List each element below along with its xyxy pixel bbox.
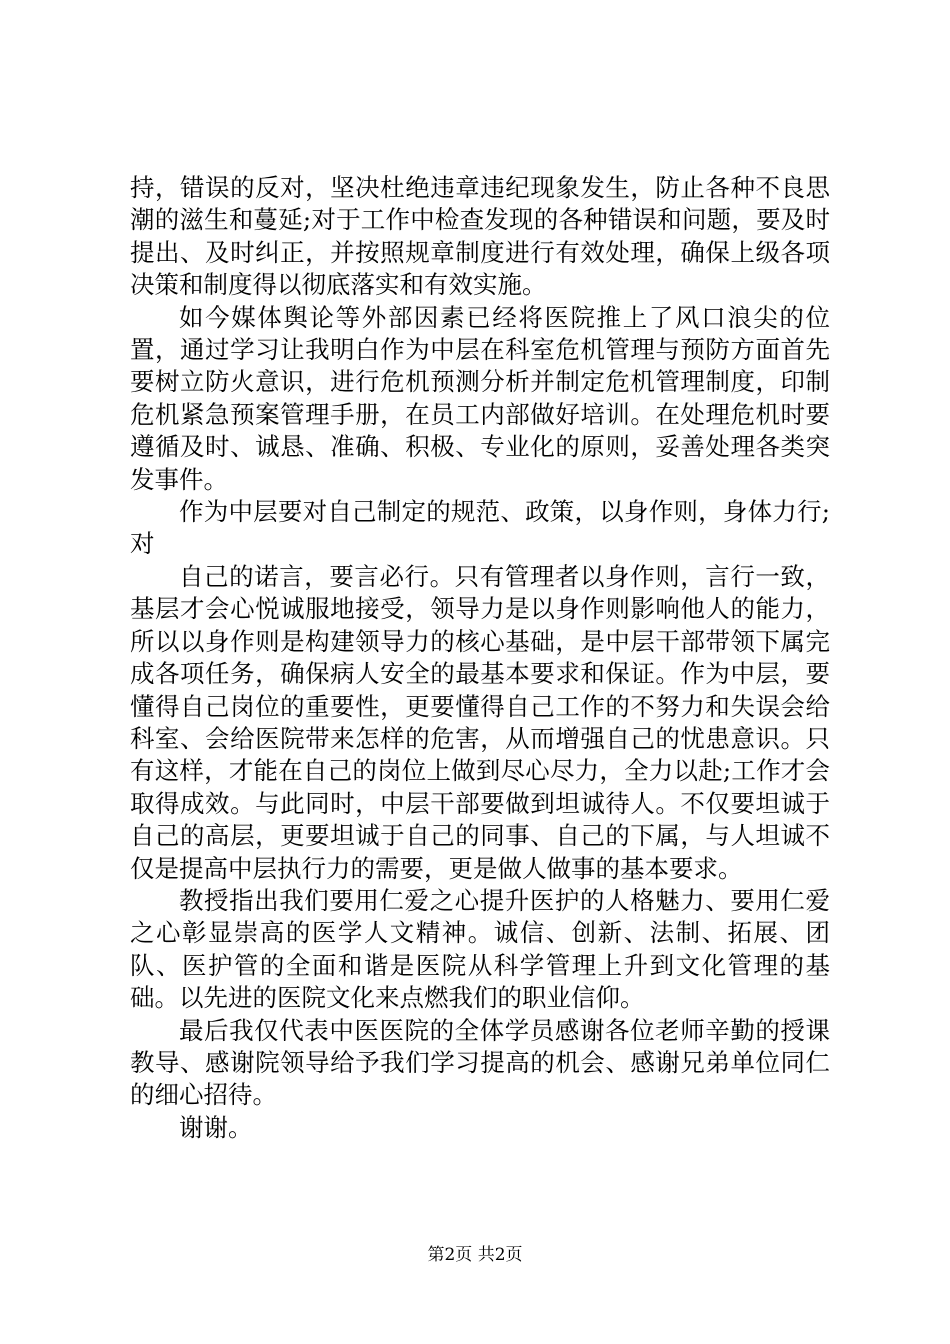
paragraph-professor-remarks: 教授指出我们要用仁爱之心提升医护的人格魅力、要用仁爱之心彰显崇高的医学人文精神。诚信、创新、法制、拓展、团队、医护管的全面和谐是医院从科学管理上升到文化管理的基础。以先进的医院文化来点燃我们的职业信仰。 xyxy=(130,885,830,1013)
paragraph-continued: 持，错误的反对，坚决杜绝违章违纪现象发生，防止各种不良思潮的滋生和蔓延;对于工作中检查发现的各种错误和问题，要及时提出、及时纠正，并按照规章制度进行有效处理，确保上级各项决策和制度得以彻底落实和有效实施。 xyxy=(130,173,830,300)
paragraph-crisis-management: 如今媒体舆论等外部因素已经将医院推上了风口浪尖的位置，通过学习让我明白作为中层在科室危机管理与预防方面首先要树立防火意识，进行危机预测分析并制定危机管理制度，印制危机紧急预案管理手册，在员工内部做好培训。在处理危机时要遵循及时、诚恳、准确、积极、专业化的原则，妥善处理各类突发事件。 xyxy=(130,302,830,494)
paragraph-lead-by-example: 作为中层要对自己制定的规范、政策，以身作则，身体力行;对 xyxy=(130,497,830,559)
paragraph-keep-promises: 自己的诺言，要言必行。只有管理者以身作则，言行一致，基层才会心悦诚服地接受，领导力是以身作则影响他人的能力，所以以身作则是构建领导力的核心基础，是中层干部带领下属完成各项任务，确保病人安全的最基本要求和保证。作为中层，要懂得自己岗位的重要性，更要懂得自己工作的不努力和失误会给科室、会给医院带来怎样的危害，从而增强自己的忧患意识。只有这样，才能在自己的岗位上做到尽心尽力，全力以赴;工作才会取得成效。与此同时，中层干部要做到坦诚待人。不仅要坦诚于自己的高层，更要坦诚于自己的同事、自己的下属，与人坦诚不仅是提高中层执行力的需要，更是做人做事的基本要求。 xyxy=(130,561,830,883)
body-text xyxy=(130,172,830,1144)
paragraph-closing: 谢谢。 xyxy=(179,1112,253,1142)
page-footer: 第2页 共2页 xyxy=(427,1245,523,1265)
paragraph-thanks: 最后我仅代表中医医院的全体学员感谢各位老师辛勤的授课教导、感谢院领导给予我们学习提高的机会、感谢兄弟单位同仁的细心招待。 xyxy=(130,1015,830,1110)
